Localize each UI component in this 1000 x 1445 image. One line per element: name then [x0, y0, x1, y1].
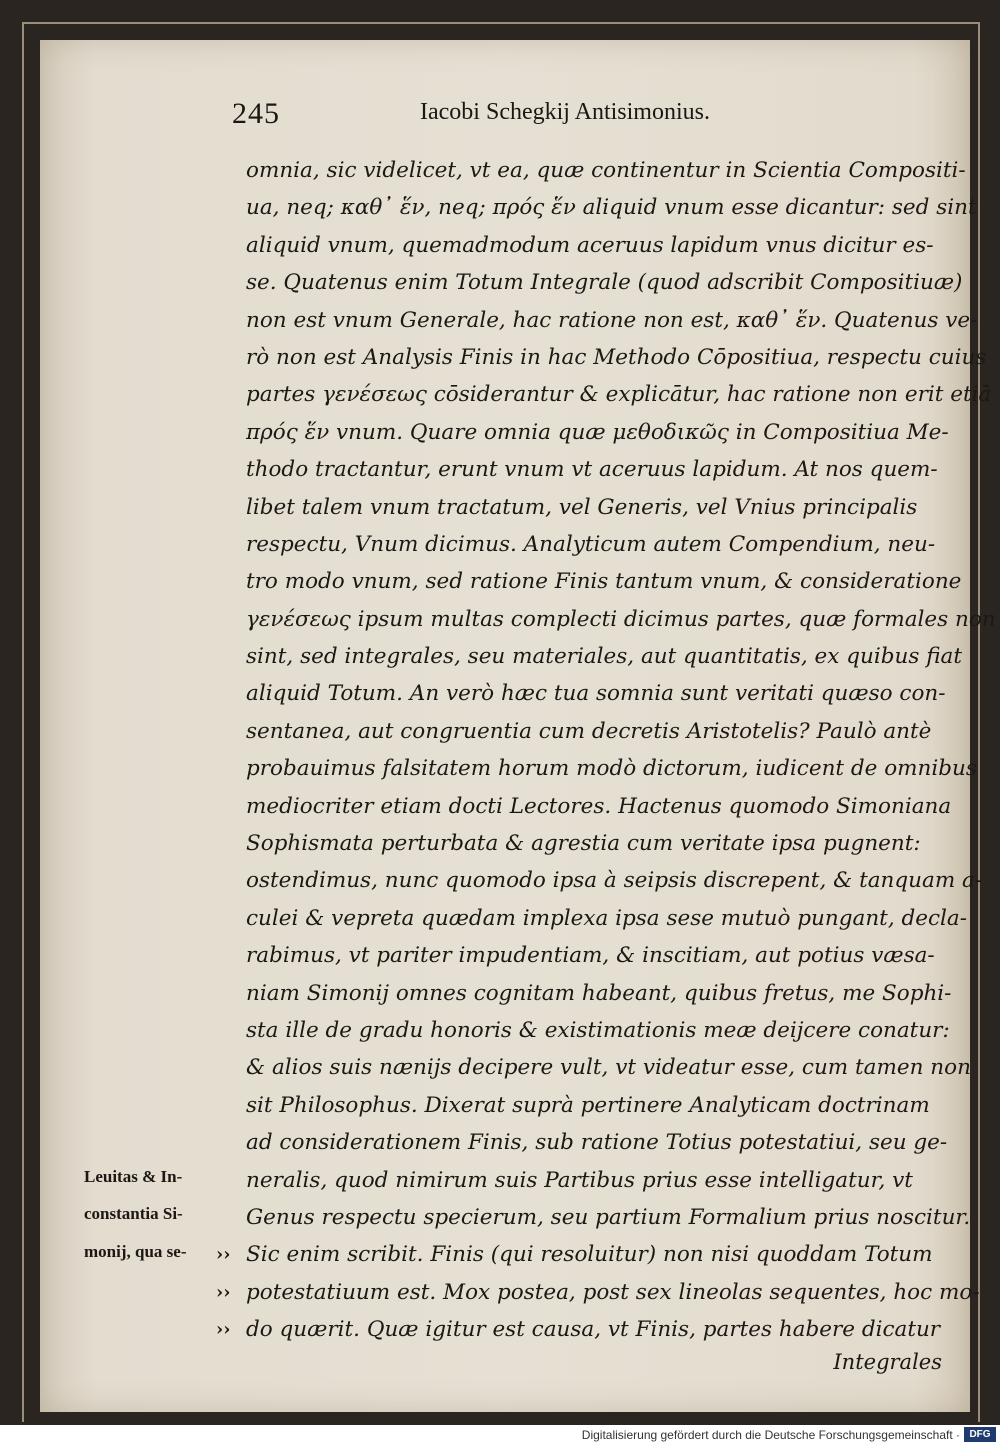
text-line-content: γενέσεως ipsum multas complecti dicimus partes, quæ formales non	[246, 606, 996, 632]
text-line	[246, 1012, 976, 1049]
text-line	[246, 227, 976, 264]
text-line-content: aliquid vnum, quemadmodum aceruus lapidum vnus dicitur es-	[246, 232, 934, 258]
text-line	[246, 1049, 976, 1086]
text-line	[246, 862, 983, 899]
text-line	[246, 451, 976, 488]
text-line	[246, 937, 976, 974]
book-page	[40, 40, 996, 1412]
text-line	[246, 713, 976, 750]
text-line	[246, 376, 992, 413]
page-number: 245	[232, 97, 280, 130]
text-line-content: sit Philosophus. Dixerat suprà pertinere Analyticam doctrinam	[246, 1092, 930, 1118]
quotation-mark: ››	[216, 1281, 231, 1303]
text-line	[246, 526, 976, 563]
text-line-content: probauimus falsitatem horum modò dictorum, iudicent de omnibus	[246, 756, 977, 782]
text-line-content: non est vnum Generale, hac ratione non est, καθ᾽ ἕν. Quatenus ve-	[246, 307, 978, 333]
text-line-content: & alios suis nænijs decipere vult, vt videatur esse, cum tamen non	[246, 1055, 971, 1081]
text-line	[246, 1162, 976, 1199]
text-line	[246, 750, 976, 787]
text-line	[246, 788, 976, 825]
text-line	[246, 264, 976, 301]
text-line-content: thodo tractantur, erunt vnum vt aceruus lapidum. At nos quem-	[246, 457, 938, 483]
text-line-content: ad considerationem Finis, sub ratione Totius potestatiui, seu ge-	[246, 1130, 948, 1156]
text-line-content: do quærit. Quæ igitur est causa, vt Finis, partes habere dicatur	[246, 1317, 941, 1343]
body-text	[216, 152, 996, 1349]
text-line	[246, 414, 976, 451]
page-content	[40, 40, 996, 1412]
text-line-content: culei & vepreta quædam implexa ipsa sese mutuò pungant, decla-	[246, 905, 967, 931]
text-line	[246, 152, 976, 189]
margin-note-line: constantia Si-	[84, 1204, 183, 1224]
text-line	[246, 601, 996, 638]
text-line	[246, 675, 976, 712]
text-line-content: niam Simonij omnes cognitam habeant, quibus fretus, me Sophi-	[246, 980, 952, 1006]
margin-note-line: Leuitas & In-	[84, 1167, 183, 1186]
text-line	[246, 563, 976, 600]
text-line-content: se. Quatenus enim Totum Integrale (quod adscribit Compositiuæ)	[246, 270, 963, 296]
text-line-content: partes γενέσεως cōsiderantur & explicātur, hac ratione non erit etiā	[246, 382, 992, 408]
text-line-content: Sic enim scribit. Finis (qui resoluitur) non nisi quoddam Totum	[246, 1242, 933, 1268]
text-line	[246, 489, 976, 526]
catchword: Integrales	[833, 1350, 942, 1374]
text-line-content: sta ille de gradu honoris & existimationis meæ deijcere conatur:	[246, 1017, 950, 1043]
text-line	[246, 900, 976, 937]
text-line-content: rabimus, vt pariter impudentiam, & inscitiam, aut potius væsa-	[246, 943, 935, 969]
text-line-content: libet talem vnum tractatum, vel Generis, vel Vnius principalis	[246, 494, 918, 520]
text-line-content: Sophismata perturbata & agrestia cum veritate ipsa pugnent:	[246, 831, 921, 857]
text-line-content: tro modo vnum, sed ratione Finis tantum vnum, & consideratione	[246, 569, 962, 595]
text-line-content: sentanea, aut congruentia cum decretis Aristotelis? Paulò antè	[246, 718, 932, 744]
text-line	[216, 1311, 976, 1348]
margin-note	[84, 1158, 224, 1270]
text-line-content: mediocriter etiam docti Lectores. Hactenus quomodo Simoniana	[246, 793, 952, 819]
running-head-title: Iacobi Schegkij Antisimonius.	[420, 99, 710, 125]
text-line	[246, 189, 976, 226]
frame-rule-left	[22, 22, 24, 1422]
margin-note-line: monij, qua se-	[84, 1241, 187, 1261]
text-line-content: omnia, sic videlicet, vt ea, quæ continentur in Scientia Compositi-	[246, 158, 966, 183]
text-line	[246, 302, 976, 339]
quotation-mark: ››	[216, 1244, 231, 1266]
running-head	[40, 97, 970, 137]
frame-rule-right	[978, 22, 980, 1422]
text-line	[246, 1199, 976, 1236]
funding-notice: Digitalisierung gefördert durch die Deutsche Forschungsgemeinschaft ·	[581, 1428, 960, 1442]
text-line-content: rò non est Analysis Finis in hac Methodo Cōpositiua, respectu cuius	[246, 344, 987, 370]
text-line	[216, 1236, 976, 1273]
text-line-content: potestatiuum est. Mox postea, post sex lineolas sequentes, hoc mo-	[246, 1279, 980, 1305]
quotation-mark: ››	[216, 1319, 231, 1341]
text-line	[246, 1124, 976, 1161]
text-line	[246, 825, 976, 862]
dfg-logo: DFG	[964, 1427, 996, 1442]
text-line-content: Genus respectu specierum, seu partium Formalium prius noscitur.	[246, 1204, 971, 1230]
text-line-content: respectu, Vnum dicimus. Analyticum autem Compendium, neu-	[246, 531, 936, 557]
text-line	[216, 1274, 980, 1311]
text-line-content: sint, sed integrales, seu materiales, aut quantitatis, ex quibus fiat	[246, 644, 962, 670]
text-line-content: aliquid Totum. An verò hæc tua somnia sunt veritati quæso con-	[246, 681, 946, 707]
text-line	[246, 339, 987, 376]
text-line-content: ostendimus, nunc quomodo ipsa à seipsis discrepent, & tanquam a-	[246, 868, 983, 894]
footer-bar	[0, 1425, 1000, 1445]
text-line-content: ua, neq; καθ᾽ ἕν, neq; πρός ἕν aliquid vnum esse dicantur: sed sint	[246, 195, 977, 221]
text-line	[246, 638, 976, 675]
text-line	[246, 1087, 976, 1124]
frame-rule-top	[22, 22, 980, 24]
text-line-content: πρός ἕν vnum. Quare omnia quæ μεθοδικῶς in Compositiua Me-	[246, 419, 949, 445]
text-line-content: neralis, quod nimirum suis Partibus prius esse intelligatur, vt	[246, 1167, 913, 1193]
text-line	[246, 975, 976, 1012]
